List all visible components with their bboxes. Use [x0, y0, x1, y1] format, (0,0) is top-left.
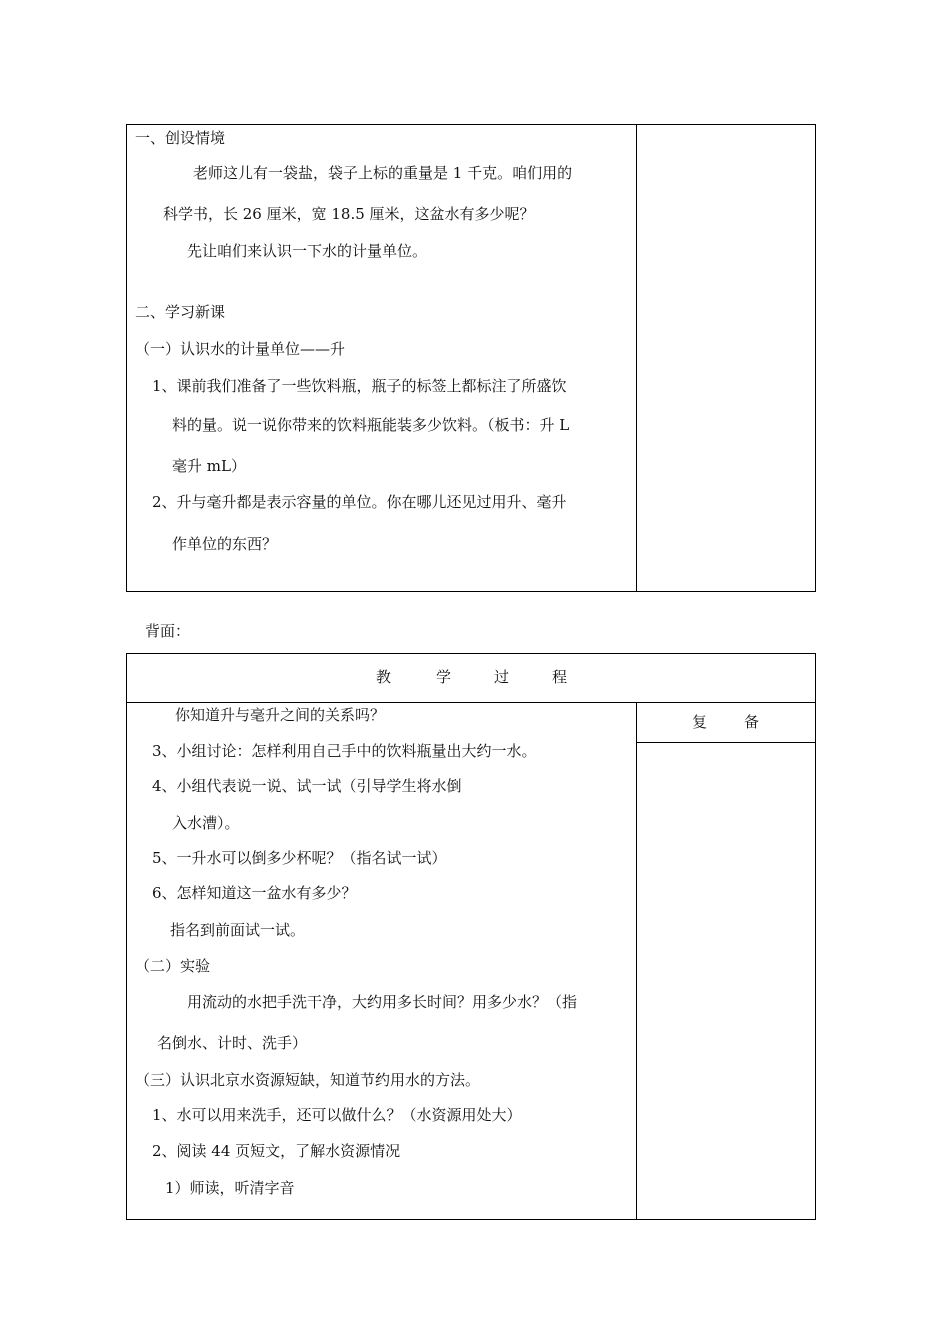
table1-column-divider	[636, 124, 637, 592]
header-char: 教	[376, 668, 392, 686]
text-line: 1、水可以用来洗手，还可以做什么？（水资源用处大）	[152, 1106, 522, 1124]
subsection-heading: （三）认识北京水资源短缺，知道节约用水的方法。	[135, 1071, 481, 1089]
text-line: 指名到前面试一试。	[170, 921, 306, 939]
text-line: 入水漕）。	[172, 814, 240, 832]
text-line: 1、课前我们准备了一些饮料瓶，瓶子的标签上都标注了所盛饮	[152, 377, 567, 395]
text-line: 名倒水、计时、洗手）	[157, 1034, 308, 1052]
text-line: 用流动的水把手洗干净，大约用多长时间？用多少水？（指	[187, 993, 578, 1011]
side-header-char: 备	[744, 713, 760, 731]
text-line: 5、一升水可以倒多少杯呢？（指名试一试）	[152, 849, 447, 867]
subsection-heading: （二）实验	[135, 957, 211, 975]
text-line: 毫升 mL）	[172, 457, 246, 475]
table2-column-divider	[636, 702, 637, 1220]
text-line: 2、阅读 44 页短文，了解水资源情况	[152, 1142, 401, 1160]
text-line: 先让咱们来认识一下水的计量单位。	[187, 242, 428, 260]
back-label: 背面：	[145, 622, 191, 640]
text-line: 1）师读，听清字音	[165, 1179, 295, 1197]
side-header-divider	[636, 742, 816, 743]
text-line: 料的量。说一说你带来的饮料瓶能装多少饮料。（板书：升 L	[172, 416, 570, 434]
side-header	[636, 713, 816, 733]
header-char: 过	[494, 668, 510, 686]
header-char: 学	[436, 668, 452, 686]
section-heading-1: 一、创设情境	[135, 129, 226, 147]
text-line: 2、升与毫升都是表示容量的单位。你在哪儿还见过用升、毫升	[152, 493, 567, 511]
text-line: 老师这儿有一袋盐，袋子上标的重量是 1 千克。咱们用的	[193, 164, 573, 182]
side-header-char: 复	[692, 713, 708, 731]
section-heading-2: 二、学习新课	[135, 303, 226, 321]
text-line: 4、小组代表说一说、试一试（引导学生将水倒	[152, 777, 462, 795]
table2-header	[126, 668, 816, 688]
text-line: 3、小组讨论：怎样利用自己手中的饮料瓶量出大约一水。	[152, 742, 537, 760]
subsection-heading: （一）认识水的计量单位——升	[135, 340, 346, 358]
text-line: 作单位的东西？	[172, 535, 278, 553]
table2-header-divider	[126, 702, 816, 703]
header-char: 程	[552, 668, 568, 686]
text-line: 6、怎样知道这一盆水有多少？	[152, 884, 357, 902]
text-line: 科学书，长 26 厘米，宽 18.5 厘米，这盆水有多少呢？	[163, 205, 535, 223]
text-line: 你知道升与毫升之间的关系吗？	[175, 706, 386, 724]
lesson-table-1	[126, 124, 816, 592]
